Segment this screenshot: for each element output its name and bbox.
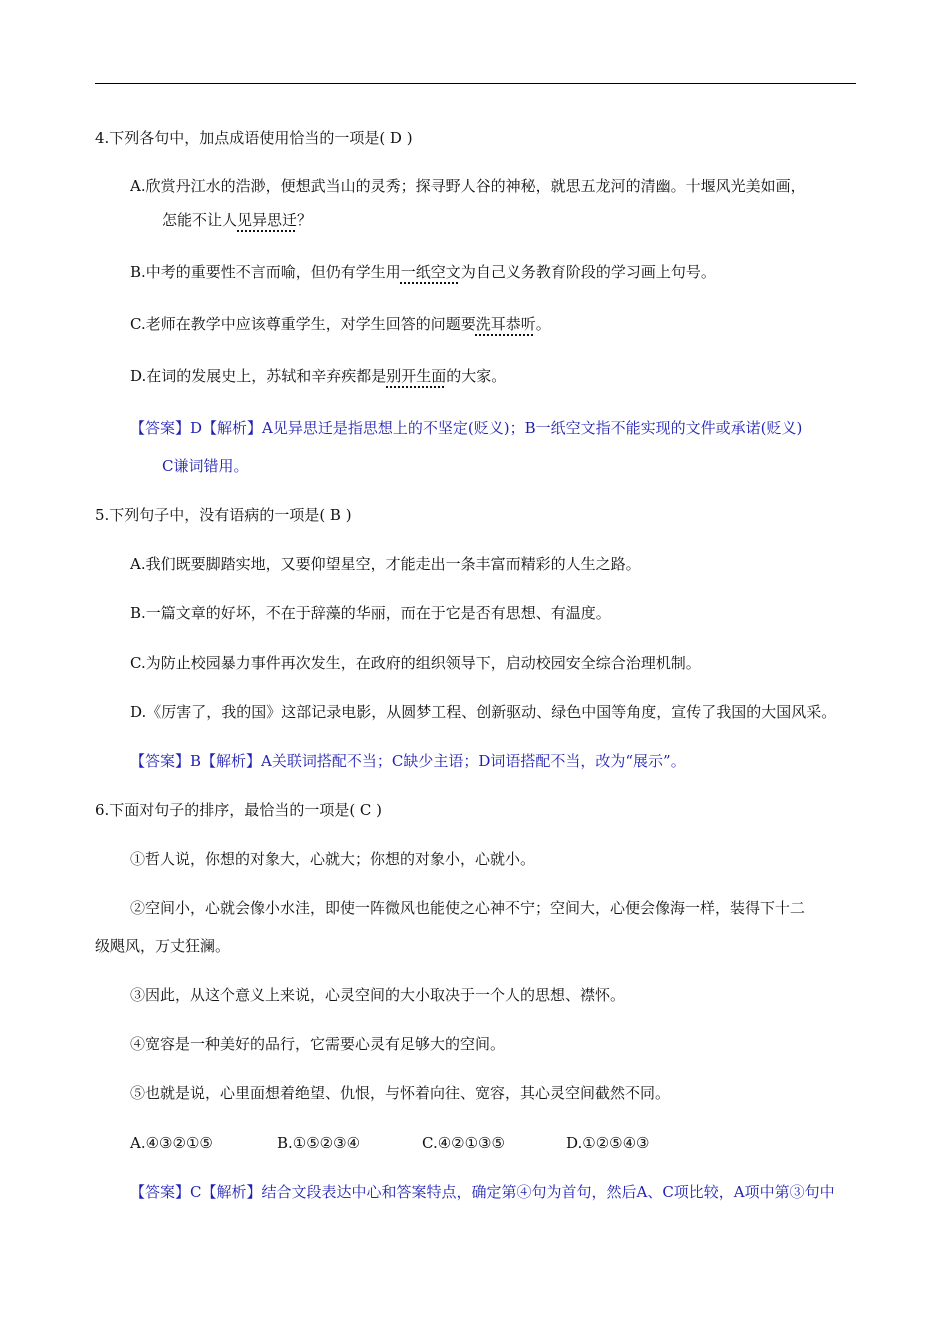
question-5-option-c: C.为防止校园暴力事件再次发生，在政府的组织领导下，启动校园安全综合治理机制。: [130, 654, 701, 672]
question-4-stem: 4.下列各句中，加点成语使用恰当的一项是( D ): [95, 129, 413, 147]
question-5-option-b: B.一篇文章的好坏，不在于辞藻的华丽，而在于它是否有思想、有温度。: [130, 604, 611, 622]
question-4-option-a-continued: 怎能不让人见异思迁？: [162, 211, 313, 229]
dotted-idiom: 见异思迁: [237, 211, 298, 229]
dotted-idiom: 洗耳恭听: [475, 315, 536, 333]
question-6-sentence-2: ②空间小，心就会像小水洼，即使一阵微风也能使之心神不宁；空间大，心便会像海一样，装得下十二: [130, 899, 806, 917]
question-6-sentence-4: ④宽容是一种美好的品行，它需要心灵有足够大的空间。: [130, 1035, 506, 1053]
question-6-sentence-3: ③因此，从这个意义上来说，心灵空间的大小取决于一个人的思想、襟怀。: [130, 986, 626, 1004]
question-6-sentence-2-continued: 级飓风，万丈狂澜。: [95, 937, 231, 955]
question-6-option-d: D.①②⑤④③: [566, 1134, 650, 1152]
question-4-option-b: B.中考的重要性不言而喻，但仍有学生用一纸空文为自己义务教育阶段的学习画上句号。: [130, 263, 716, 281]
question-4-answer: 【答案】D【解析】A见异思迁是指思想上的不坚定(贬义)；B一纸空文指不能实现的文件或承诺(贬义): [130, 419, 803, 437]
question-6-sentence-1: ①哲人说，你想的对象大，心就大；你想的对象小，心就小。: [130, 850, 536, 868]
question-6-option-c: C.④②①③⑤: [422, 1134, 505, 1152]
question-6-sentence-5: ⑤也就是说，心里面想着绝望、仇恨，与怀着向往、宽容，其心灵空间截然不同。: [130, 1084, 671, 1102]
question-4-option-a: A.欣赏丹江水的浩渺，便想武当山的灵秀；探寻野人谷的神秘，就思五龙河的清幽。十堰风光美如画，: [130, 177, 806, 195]
question-4-option-d: D.在词的发展史上，苏轼和辛弃疾都是别开生面的大家。: [130, 367, 507, 385]
question-4-answer-continued: C谦词错用。: [162, 457, 249, 475]
question-5-answer: 【答案】B【解析】A关联词搭配不当；C缺少主语；D词语搭配不当，改为“展示”。: [130, 752, 686, 770]
question-6-option-a: A.④③②①⑤: [130, 1134, 213, 1152]
question-5-stem: 5.下列句子中，没有语病的一项是( B ): [95, 506, 352, 524]
question-5-option-a: A.我们既要脚踏实地，又要仰望星空，才能走出一条丰富而精彩的人生之路。: [130, 555, 641, 573]
question-6-option-b: B.①⑤②③④: [277, 1134, 361, 1152]
dotted-idiom: 别开生面: [386, 367, 447, 385]
question-5-option-d: D.《厉害了，我的国》这部记录电影，从圆梦工程、创新驱动、绿色中国等角度，宣传了我国的大国风采。: [130, 703, 837, 721]
dotted-idiom: 一纸空文: [400, 263, 461, 281]
header-rule: [95, 83, 856, 84]
question-4-option-c: C.老师在教学中应该尊重学生，对学生回答的问题要洗耳恭听。: [130, 315, 551, 333]
question-6-stem: 6.下面对句子的排序，最恰当的一项是( C ): [95, 801, 383, 819]
question-6-answer: 【答案】C【解析】结合文段表达中心和答案特点，确定第④句为首句，然后A、C项比较，A项中第③句中: [130, 1183, 835, 1201]
